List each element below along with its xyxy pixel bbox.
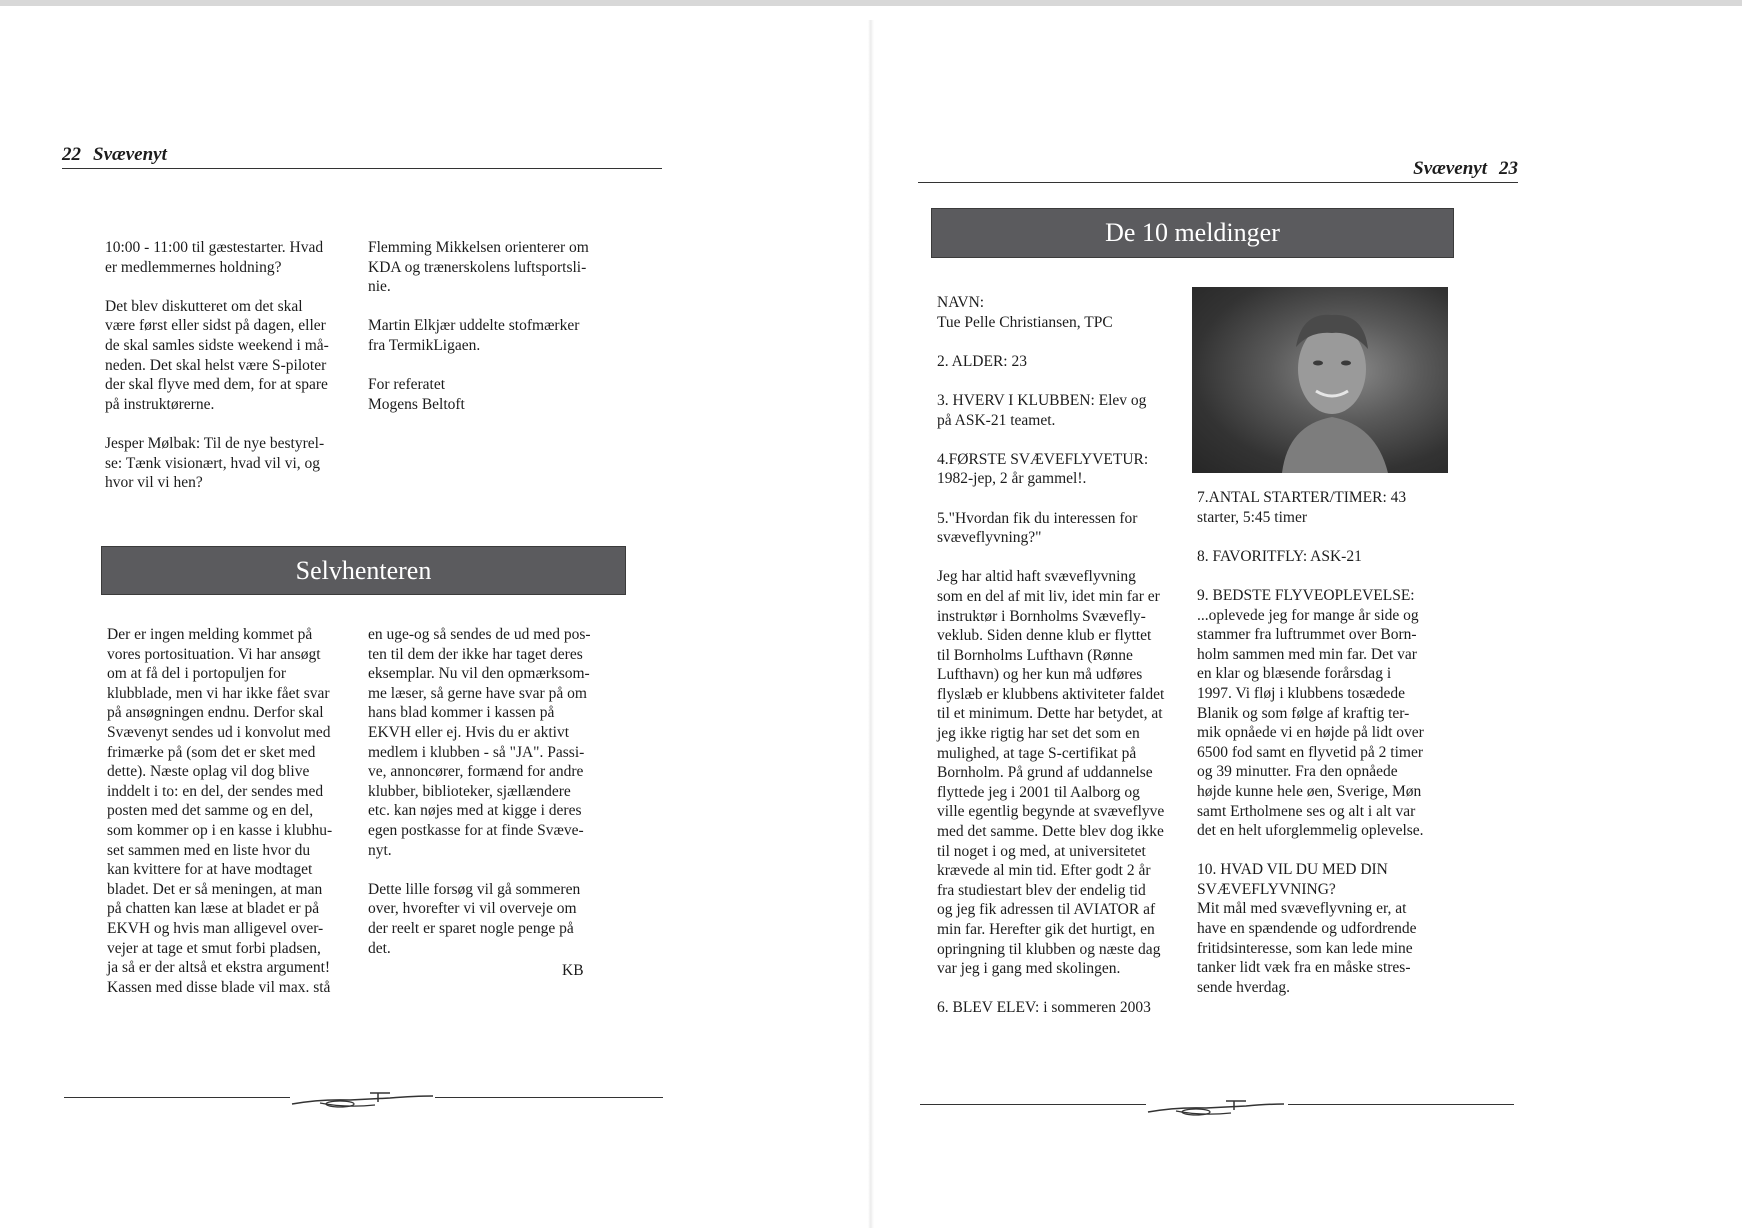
footer-rule-right: [435, 1097, 663, 1098]
article-col2: en uge-og så sendes de ud med pos- ten til dem der ikke har taget deres eksemplar. Nu vil den opmærksom- me læser, så gerne have svar på om hans blad kommer i kassen på EKVH eller ej. Hvis du er aktivt medlem i klubben - så "JA". Passi- ve, annoncører, formænd for andre klubber, biblioteker, sjællændere etc. kan nøjes med at kigge i deres egen postkasse for at finde Svæve- nyt. Dette lille forsøg vil gå sommeren over, hvorefter vi vil overveje om der reelt er sparet nogle penge på det.: [368, 626, 591, 957]
section-banner: [931, 208, 1454, 258]
section-title: Selvhenteren: [295, 556, 432, 585]
footer-rule-left: [920, 1104, 1146, 1105]
glider-icon: [290, 1088, 435, 1114]
portrait-photo: [1192, 287, 1448, 473]
section-banner: [101, 546, 626, 595]
page-number: 23: [1499, 158, 1518, 179]
glider-icon: [1146, 1096, 1286, 1122]
footer-rule-right: [1288, 1104, 1514, 1105]
page-number: 22: [62, 144, 81, 165]
author-signature: KB: [562, 962, 584, 979]
meeting-notes-col1: 10:00 - 11:00 til gæstestarter. Hvad er medlemmernes holdning? Det blev diskutteret om det skal være først eller sidst på dagen, eller de skal samles sidste weekend i må- neden. Det skal helst være S-piloter der skal flyve med dem, for at spare på instruktørerne. Jesper Mølbak: Til de nye bestyrel- se: Tænk visionært, hvad vil vi, og hvor vil vi hen?: [105, 239, 329, 492]
magazine-title: Svævenyt: [1413, 158, 1487, 179]
magazine-title: Svævenyt: [93, 144, 167, 165]
right-page: [874, 0, 1742, 1228]
section-title: De 10 meldinger: [1105, 218, 1280, 247]
left-page-header: [62, 144, 662, 169]
footer-rule-left: [64, 1097, 290, 1098]
article-col1: Der er ingen melding kommet på vores portosituation. Vi har ansøgt om at få del i portopuljen for klubblade, men vi har ikke fået svar på ansøgningen endnu. Derfor skal Svævenyt sendes ud i konvolut med frimærke på (som det er sket med dette). Næste oplag vil dog blive inddelt i to: en del, der sendes med posten med det samme og en del, som kommer op i en kasse i klubhu- set sammen med en liste hvor du kan kvittere for at have modtaget bladet. Det er så meningen, at man på chatten kan læse at bladet er på EKVH og hvis man alligevel over- vejer at tage et smut forbi pladsen, ja så er der altså et ekstra argument! Kassen med disse blade vil max. stå: [107, 626, 333, 996]
meeting-notes-col2: Flemming Mikkelsen orienterer om KDA og trænerskolens luftsportsli- nie. Martin Elkjær uddelte stofmærker fra TermikLigaen. For referatet Mogens Beltoft: [368, 239, 589, 413]
interview-col1: NAVN: Tue Pelle Christiansen, TPC 2. ALDER: 23 3. HVERV I KLUBBEN: Elev og på ASK-21 teamet. 4.FØRSTE SVÆVEFLYVETUR: 1982-jep, 2 år gammel!. 5."Hvordan fik du interessen for svæveflyvning?" Jeg har altid haft svæveflyvning som en del af mit liv, idet min far er instruktør i Bornholms Svævefly- veklub. Siden denne klub er flyttet til Bornholms Lufthavn (Rønne Lufthavn) og her kun må udføres flyslæb er klubbens aktiviteter faldet til et minimum. Dette har betydet, at jeg ikke rigtig har set det som en mulighed, at tage S-certifikat på Bornholm. På grund af uddannelse flyttede jeg i 2001 til Aalborg og ville egentlig begynde at svæveflyve med det samme. Dette blev dog ikke til noget i og med, at universitetet krævede al min tid. Efter godt 2 år fra studiestart blev der endelig tid og jeg fik adressen til AVIATOR af min far. Herefter gik det hurtigt, en opringning til klubben og næste dag var jeg i gang med skolingen. 6. BLEV ELEV: i sommeren 2003: [937, 294, 1165, 1017]
left-page: [0, 0, 868, 1228]
interview-col2: 7.ANTAL STARTER/TIMER: 43 starter, 5:45 timer 8. FAVORITFLY: ASK-21 9. BEDSTE FLYVEOPLEVELSE: ...oplevede jeg for mange år side og stammer fra luftrummet over Born- holm sammen med min far. Det var en klar og blæsende forårsdag i 1997. Vi fløj i klubbens tosædede Blanik og som følge af kraftig ter- mik opnåede vi en højde på lidt over 6500 fod samt en flyvetid på 2 timer og 39 minutter. Fra den opnåede højde kunne hele øen, Sverige, Møn samt Ertholmene ses og alt i alt var det en helt uforglemmelig oplevelse. 10. HVAD VIL DU MED DIN SVÆVEFLYVNING? Mit mål med svæveflyvning er, at have en spændende og udfordrende fritidsinteresse, som kan lede mine tanker lidt væk fra en måske stres- sende hverdag.: [1197, 489, 1424, 996]
right-page-header: [918, 158, 1518, 183]
